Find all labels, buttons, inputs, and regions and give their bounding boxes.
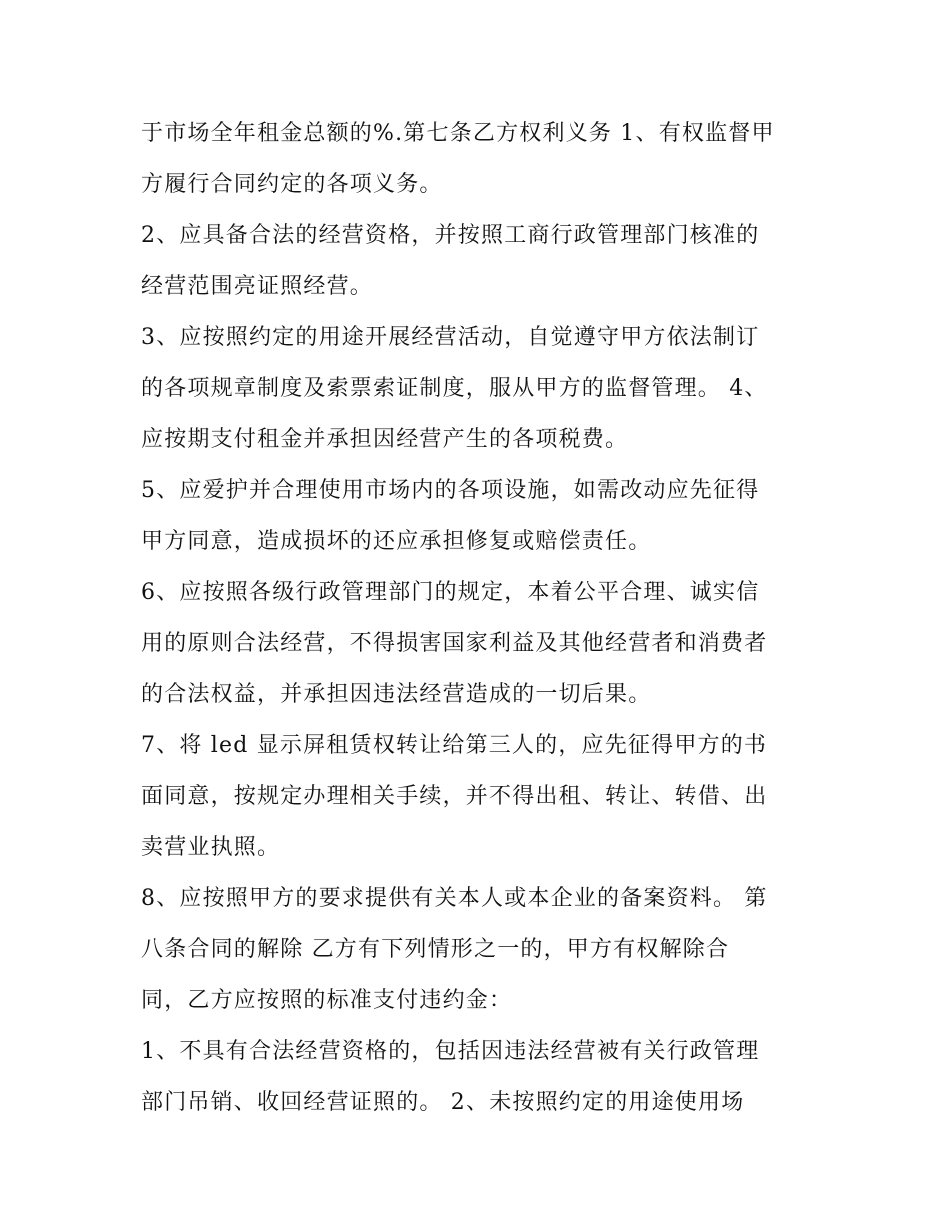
text-line: 八条合同的解除 乙方有下列情形之一的，甲方有权解除合 — [141, 937, 730, 962]
text-line: 7、将 led 显示屏租赁权转让给第三人的，应先征得甲方的书 — [141, 733, 768, 758]
text-line: 8、应按照甲方的要求提供有关本人或本企业的备案资料。 第 — [141, 886, 768, 911]
text-line: 用的原则合法经营，不得损害国家利益及其他经营者和消费者 — [141, 631, 768, 656]
text-line: 1、不具有合法经营资格的，包括因违法经营被有关行政管理 — [141, 1039, 760, 1064]
text-line: 部门吊销、收回经营证照的。 2、未按照约定的用途使用场 — [141, 1090, 745, 1115]
text-line: 同，乙方应按照的标准支付违约金： — [141, 988, 513, 1013]
text-line: 5、应爱护并合理使用市场内的各项设施，如需改动应先征得 — [141, 478, 760, 503]
text-line: 面同意，按规定办理相关手续，并不得出租、转让、转借、出 — [141, 784, 768, 809]
document-body — [141, 108, 821, 1128]
text-line: 2、应具备合法的经营资格，并按照工商行政管理部门核准的 — [141, 223, 760, 248]
text-line: 方履行合同约定的各项义务。 — [141, 172, 443, 197]
text-line: 卖营业执照。 — [141, 835, 281, 860]
text-line: 3、应按照约定的用途开展经营活动，自觉遵守甲方依法制订 — [141, 325, 760, 350]
text-line: 应按期支付租金并承担因经营产生的各项税费。 — [141, 427, 629, 452]
text-line: 的合法权益，并承担因违法经营造成的一切后果。 — [141, 682, 652, 707]
text-line: 甲方同意，造成损坏的还应承担修复或赔偿责任。 — [141, 529, 652, 554]
text-line: 6、应按照各级行政管理部门的规定，本着公平合理、诚实信 — [141, 580, 760, 605]
text-line: 的各项规章制度及索票索证制度，服从甲方的监督管理。 4、 — [141, 376, 768, 401]
text-line: 经营范围亮证照经营。 — [141, 274, 374, 299]
text-line: 于市场全年租金总额的%.第七条乙方权利义务 1、有权监督甲 — [141, 121, 775, 146]
